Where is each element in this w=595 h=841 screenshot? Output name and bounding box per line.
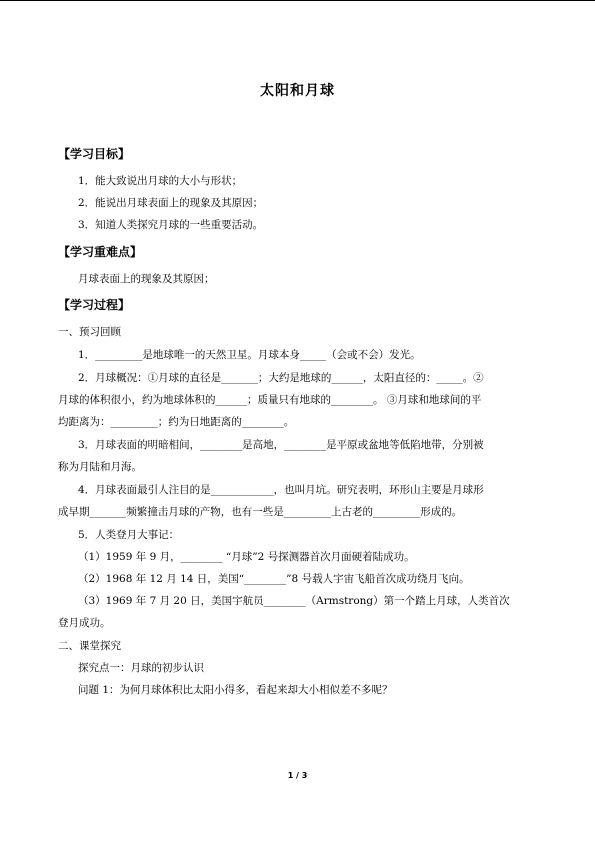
question-2-line-2: 月球的体积很小，约为地球体积的______；质量只有地球的________。 ③月球和地球间的平 [58,394,482,406]
event-3-line-2: 登月成功。 [58,617,111,629]
event-3-line-1: （3）1969 年 7 月 20 日，美国宇航员________（Armstrong）第一个踏上月球，人类首次 [78,595,510,607]
event-1: （1）1959 年 9 月，________ “月球”2 号探测器首次月面硬着陆成功。 [78,551,415,563]
question-2-line-1: 2．月球概况：①月球的直径是_______；大约是地球的______，太阳直径的：_____。② [78,372,484,384]
question-3-line-2: 称为月陆和月海。 [58,461,142,473]
goal-item-2: 2．能说出月球表面上的现象及其原因； [78,197,264,209]
event-2: （2）1968 年 12 月 14 日，美国“________”8 号载人宇宙飞船首次成功绕月飞向。 [78,573,470,585]
question-4-line-1: 4．月球表面最引人注目的是____________，也叫月坑。研究表明，环形山主要是月球形 [78,484,484,496]
goal-item-3: 3．知道人类探究月球的一些重要活动。 [78,219,264,231]
key-point-text: 月球表面上的现象及其原因； [78,273,215,285]
section-heading-key-points: 【学习重难点】 [58,245,143,259]
question-4-line-2: 成早期_______频繁撞击月球的产物，也有一些是_________上古老的_________形成的。 [58,506,463,518]
page-number: 1 / 3 [287,771,308,780]
part1-heading: 一、预习回顾 [58,326,121,338]
question-5: 5．人类登月大事记： [78,529,180,541]
part2-heading: 二、课堂探究 [58,640,121,652]
goal-item-1: 1．能大致说出月球的大小与形状； [78,175,243,187]
page-title: 太阳和月球 [260,83,335,99]
explore-point-1: 探究点一：月球的初步认识 [78,662,204,674]
section-heading-goals: 【学习目标】 [58,147,131,161]
question-3-line-1: 3．月球表面的明暗相间，________是高地，________是平原或盆地等低陷地带，分别被 [78,439,484,451]
question-2-line-3: 均距离为：_________；约为日地距离的________。 [58,416,295,428]
explore-question-1: 问题 1：为何月球体积比太阳小得多，看起来却大小相似差不多呢？ [78,684,393,696]
question-1: 1．_________是地球唯一的天然卫星。月球本身_____（会或不会）发光。 [78,349,421,361]
section-heading-process: 【学习过程】 [58,298,131,312]
